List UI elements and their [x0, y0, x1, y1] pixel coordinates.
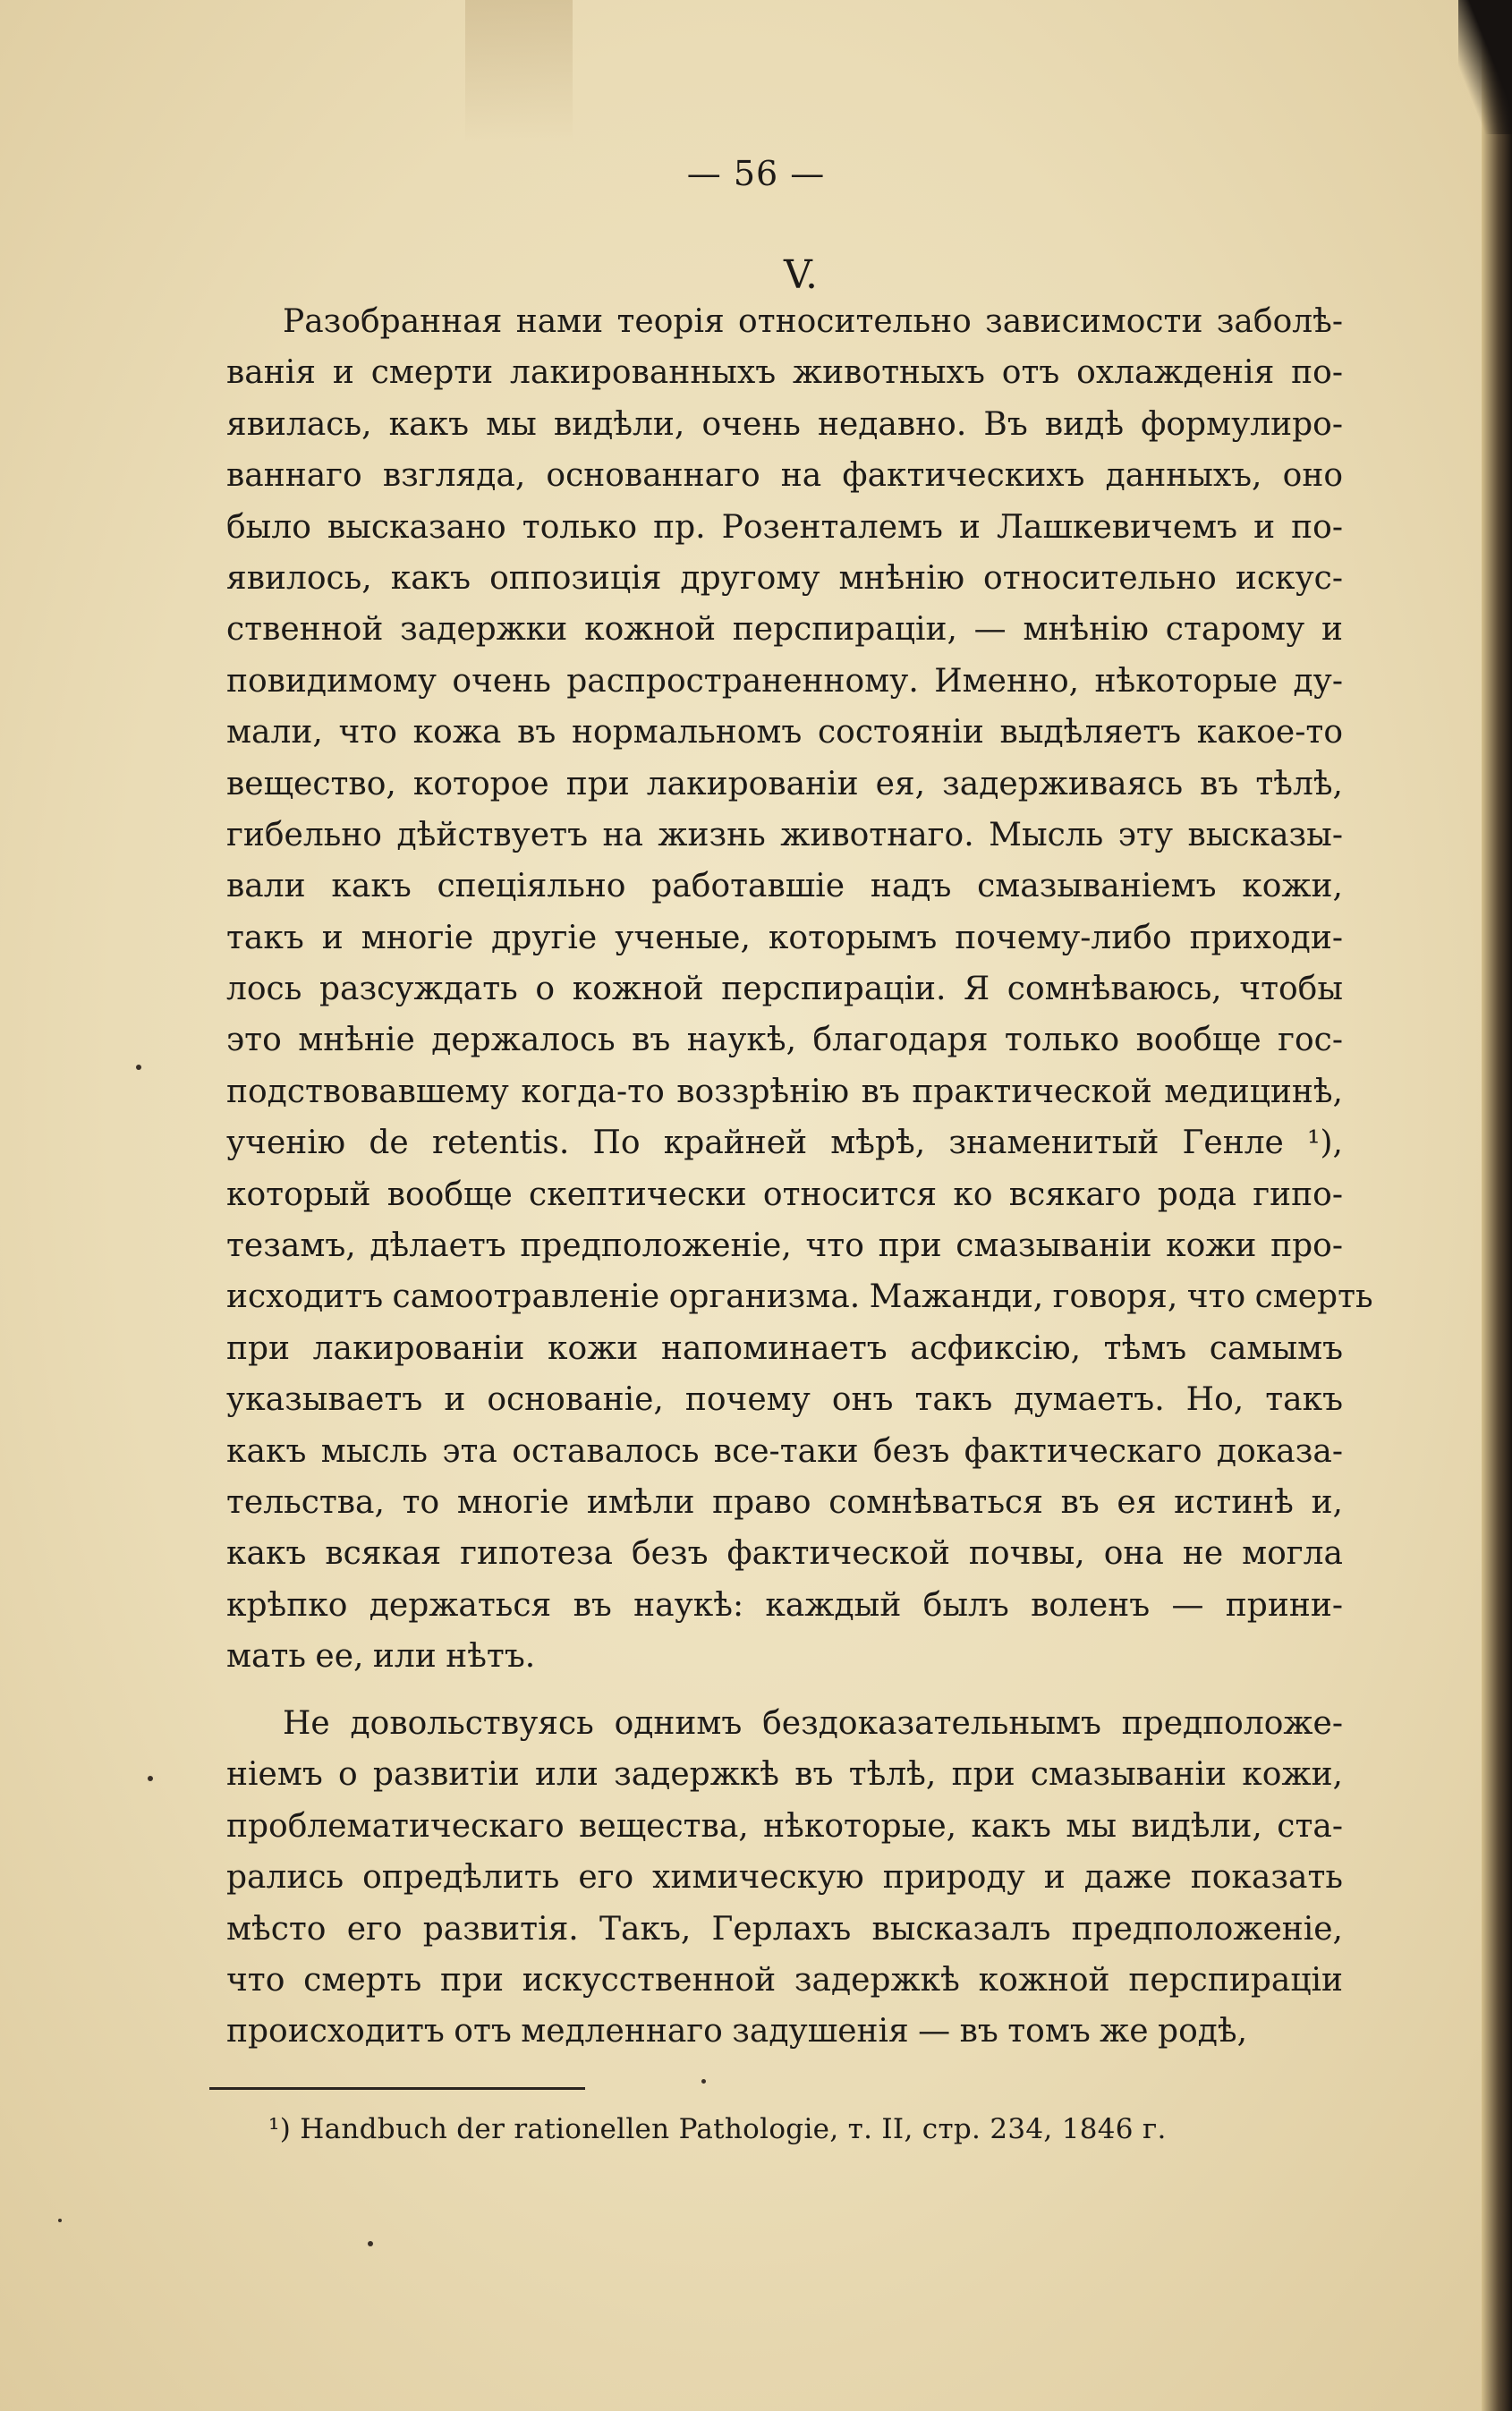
text-line: ванія и смерти лакированныхъ животныхъ отъ охлажденія по-: [226, 354, 1343, 392]
text-line: мѣсто его развитія. Такъ, Герлахъ высказалъ предположеніе,: [226, 1910, 1343, 1948]
page-stain: [465, 0, 573, 143]
text-line: что смерть при искусственной задержкѣ кожной перспираціи: [226, 1961, 1343, 1999]
text-line: указываетъ и основаніе, почему онъ такъ думаетъ. Но, такъ: [226, 1381, 1343, 1419]
text-line: было высказано только пр. Розенталемъ и Лашкевичемъ и по-: [226, 508, 1343, 546]
text-line: ственной задержки кожной перспираціи, — мнѣнію старому и: [226, 611, 1343, 649]
text-line: лось разсуждать о кожной перспираціи. Я сомнѣваюсь, чтобы: [226, 971, 1343, 1008]
text-line: вали какъ спеціяльно работавшіе надъ смазываніемъ кожи,: [226, 868, 1343, 905]
text-line: происходитъ отъ медленнаго задушенія — въ томъ же родѣ,: [226, 2013, 1248, 2050]
text-line: при лакированіи кожи напоминаетъ асфиксію, тѣмъ самымъ: [226, 1329, 1343, 1367]
text-line: это мнѣніе держалось въ наукѣ, благодаря только вообще гос-: [226, 1022, 1343, 1059]
text-line: мали, что кожа въ нормальномъ состояніи выдѣляетъ какое-то: [226, 714, 1343, 751]
text-line: повидимому очень распространенному. Именно, нѣкоторые ду-: [226, 662, 1343, 700]
print-speck: [368, 2241, 373, 2246]
text-line: явилась, какъ мы видѣли, очень недавно. Въ видѣ формулиро-: [226, 405, 1343, 443]
text-line: который вообще скептически относится ко всякаго рода гипо-: [226, 1176, 1343, 1213]
text-line: тезамъ, дѣлаетъ предположеніе, что при смазываніи кожи про-: [226, 1227, 1343, 1265]
text-line: рались опредѣлить его химическую природу и даже показать: [226, 1859, 1343, 1897]
text-line: мать ее, или нѣтъ.: [226, 1638, 536, 1676]
text-line: какъ всякая гипотеза безъ фактической почвы, она не могла: [226, 1535, 1343, 1573]
text-line: тельства, то многіе имѣли право сомнѣваться въ ея истинѣ и,: [226, 1483, 1343, 1521]
text-line: вещество, которое при лакированіи ея, задерживаясь въ тѣлѣ,: [226, 765, 1343, 802]
paragraph-1: [226, 296, 1373, 1683]
footnote-divider: [209, 2087, 585, 2090]
text-line: Разобранная нами теорія относительно зависимости заболѣ-: [283, 303, 1343, 340]
text-line: исходитъ самоотравленіе организма. Мажанди, говоря, что смерть: [226, 1278, 1373, 1316]
text-line: проблематическаго вещества, нѣкоторые, какъ мы видѣли, ста-: [226, 1807, 1343, 1845]
text-line: подствовавшему когда-то воззрѣнію въ практической медицинѣ,: [226, 1073, 1343, 1110]
print-speck: [58, 2219, 62, 2222]
page-corner-shadow: [1458, 0, 1512, 134]
footnote: ¹) Handbuch der rationellen Pathologie, т. II, стр. 234, 1846 г.: [268, 2113, 1167, 2145]
text-line: крѣпко держаться въ наукѣ: каждый былъ воленъ — прини-: [226, 1586, 1343, 1624]
page-number: — 56 —: [686, 154, 826, 193]
text-line: Не довольствуясь однимъ бездоказательнымъ предположе-: [283, 1705, 1343, 1742]
text-line: гибельно дѣйствуетъ на жизнь животнаго. Мысль эту высказы-: [226, 816, 1343, 853]
text-line: какъ мысль эта оставалось все-таки безъ фактическаго доказа-: [226, 1432, 1343, 1470]
paragraph-2: [226, 1698, 1343, 2058]
text-line: ваннаго взгляда, основаннаго на фактическихъ данныхъ, оно: [226, 457, 1343, 495]
section-heading: V.: [783, 252, 819, 298]
page-edge-shadow: [1482, 0, 1512, 2411]
text-line: ніемъ о развитіи или задержкѣ въ тѣлѣ, при смазываніи кожи,: [226, 1756, 1343, 1794]
text-line: ученію de retentis. По крайней мѣрѣ, знаменитый Генле ¹),: [226, 1125, 1343, 1162]
text-line: такъ и многіе другіе ученые, которымъ почему-либо приходи-: [226, 919, 1343, 956]
print-speck: [148, 1776, 153, 1781]
print-speck: [136, 1065, 141, 1070]
text-line: явилось, какъ оппозиція другому мнѣнію относительно искус-: [226, 559, 1343, 597]
print-speck: [701, 2079, 706, 2084]
